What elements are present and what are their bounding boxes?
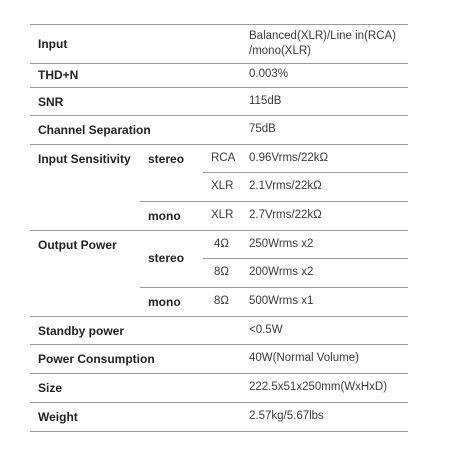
weight-value: 2.57kg/5.67lbs	[249, 410, 324, 422]
input-sensitivity-value: 2.1Vrms/22kΩ	[249, 180, 322, 192]
row-divider	[30, 24, 408, 25]
power-consumption-value: 40W(Normal Volume)	[249, 352, 359, 364]
standby-power-label: Standby power	[38, 324, 125, 338]
row-divider	[30, 115, 408, 116]
input-value-line2: /mono(XLR)	[249, 45, 311, 57]
row-divider	[30, 402, 408, 403]
snr-value: 115dB	[249, 95, 282, 107]
row-divider	[30, 373, 408, 374]
input-sensitivity-connector: XLR	[211, 209, 234, 221]
thd-label: THD+N	[38, 68, 79, 82]
output-power-label: Output Power	[38, 238, 117, 252]
input-sensitivity-mono-label: mono	[148, 209, 181, 223]
channel-separation-value: 75dB	[249, 123, 276, 135]
output-power-value: 200Wrms x2	[249, 266, 314, 278]
row-divider	[140, 287, 408, 288]
snr-label: SNR	[38, 95, 64, 109]
row-divider	[203, 258, 408, 259]
size-label: Size	[38, 381, 63, 395]
input-value-line1: Balanced(XLR)/Line in(RCA)	[249, 30, 397, 42]
input-sensitivity-value: 2.7Vrms/22kΩ	[249, 209, 322, 221]
input-label: Input	[38, 37, 68, 51]
row-divider	[30, 63, 408, 64]
output-power-load: 4Ω	[214, 238, 229, 250]
power-consumption-label: Power Consumption	[38, 352, 155, 366]
input-sensitivity-connector: RCA	[211, 152, 236, 164]
output-power-load: 8Ω	[214, 295, 229, 307]
input-sensitivity-label: Input Sensitivity	[38, 152, 131, 166]
output-power-stereo-label: stereo	[148, 251, 185, 265]
weight-label: Weight	[38, 410, 78, 424]
input-sensitivity-connector: XLR	[211, 180, 234, 192]
size-value: 222.5x51x250mm(WxHxD)	[249, 381, 388, 393]
channel-separation-label: Channel Separation	[38, 123, 151, 137]
row-divider	[30, 344, 408, 345]
output-power-load: 8Ω	[214, 266, 229, 278]
row-divider	[30, 431, 408, 432]
row-divider	[30, 316, 408, 317]
row-divider	[203, 172, 408, 173]
row-divider	[30, 87, 408, 88]
row-divider	[30, 230, 408, 231]
output-power-mono-label: mono	[148, 295, 181, 309]
row-divider	[30, 144, 408, 145]
thd-value: 0.003%	[249, 68, 289, 80]
output-power-value: 250Wrms x2	[249, 238, 314, 250]
output-power-value: 500Wrms x1	[249, 295, 314, 307]
row-divider	[140, 201, 408, 202]
standby-power-value: <0.5W	[249, 324, 283, 336]
input-sensitivity-stereo-label: stereo	[148, 152, 185, 166]
input-sensitivity-value: 0.96Vrms/22kΩ	[249, 152, 329, 164]
